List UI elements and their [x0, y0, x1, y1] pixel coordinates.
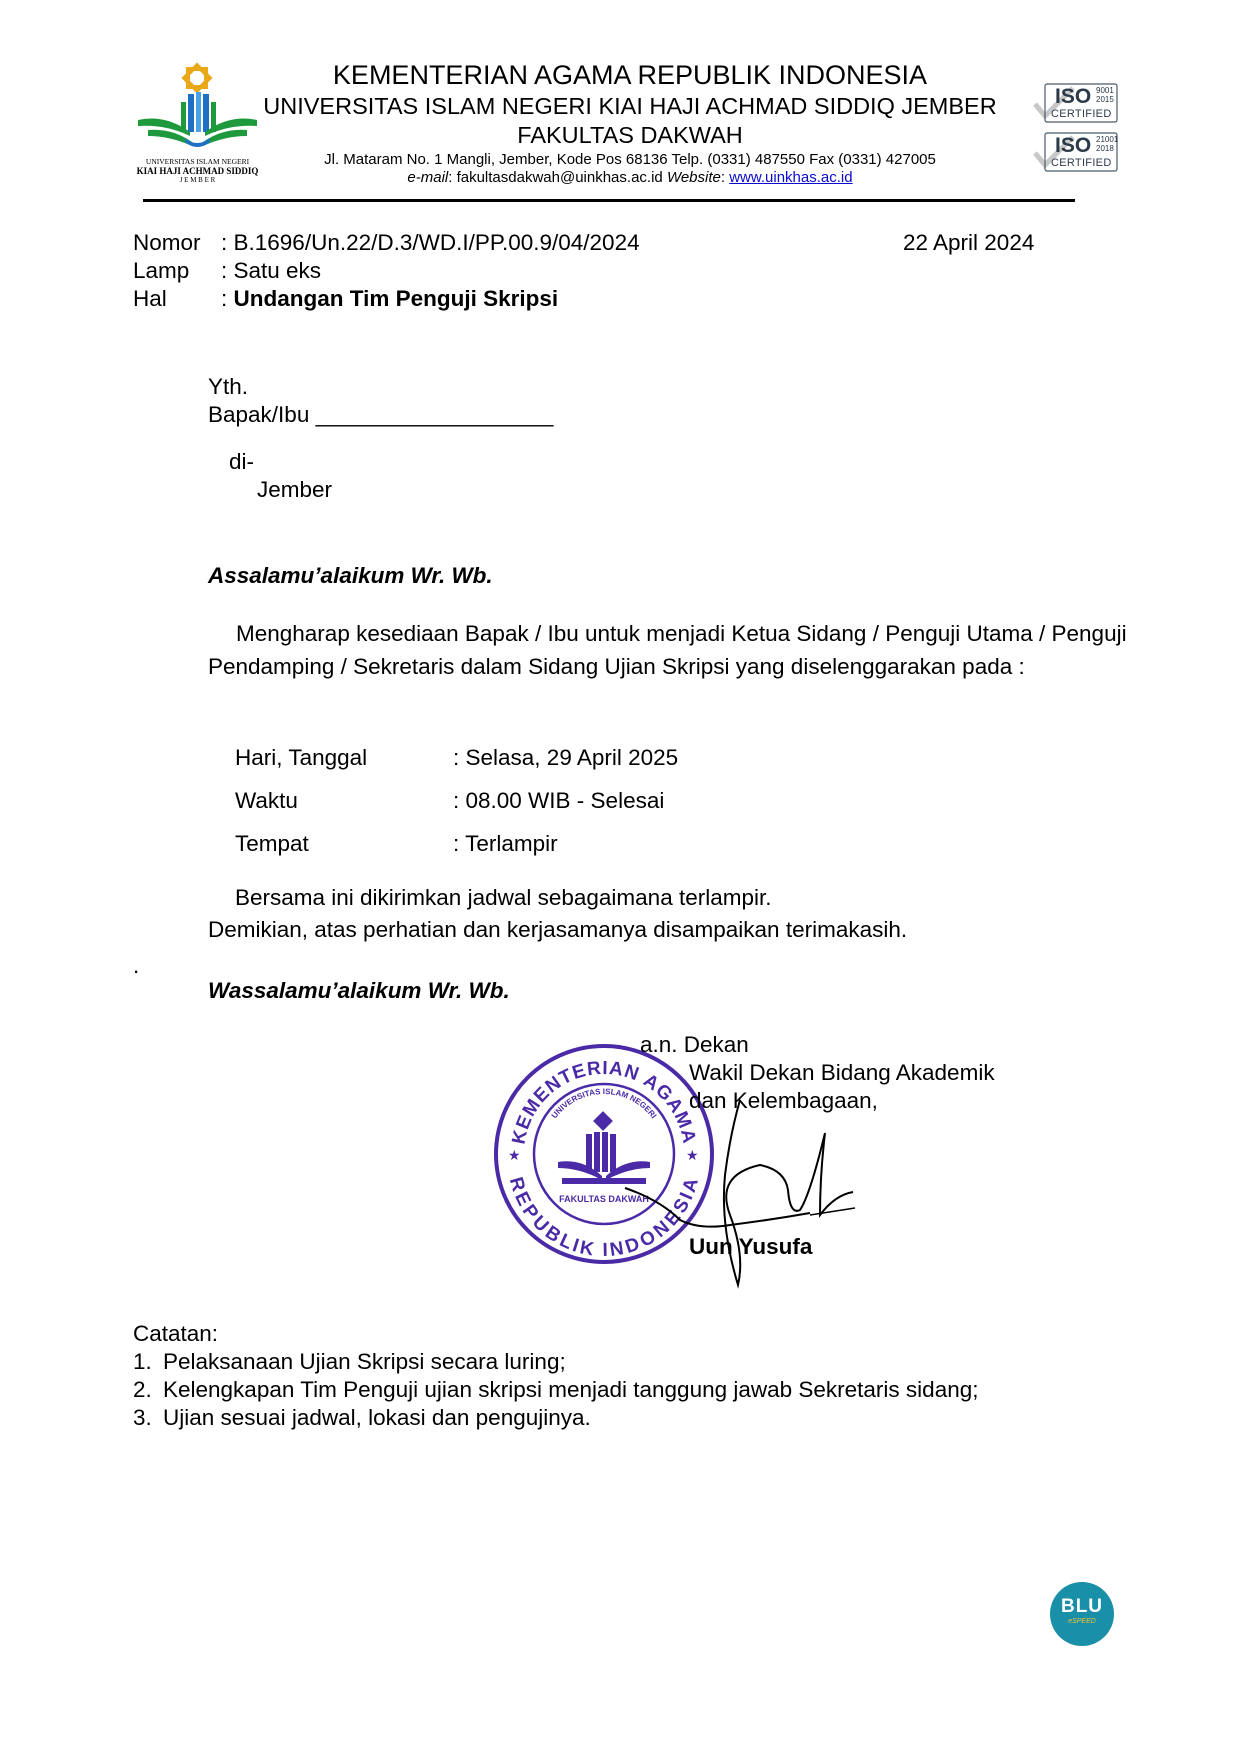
iso-21001-badge	[1033, 131, 1119, 173]
contact-line: e-mail: fakultasdakwah@uinkhas.ac.id Website: www.uinkhas.ac.id	[407, 169, 853, 186]
signatory-position-2: dan Kelembagaan,	[689, 1088, 878, 1113]
detail-label: Hari, Tanggal	[235, 745, 368, 770]
svg-text:★: ★	[686, 1148, 699, 1164]
notes-title: Catatan:	[133, 1321, 219, 1346]
note-number: 3.	[133, 1405, 152, 1430]
hal-label: Hal	[133, 286, 167, 311]
badge-sub-text: eSPEED	[1068, 1618, 1096, 1625]
website-link[interactable]: www.uinkhas.ac.id	[729, 169, 853, 186]
blu-espeed-badge	[1050, 1582, 1114, 1646]
email-label: e-mail	[407, 169, 449, 186]
detail-label: Tempat	[235, 831, 309, 856]
website-label: Website	[666, 169, 721, 186]
detail-row-place	[235, 831, 558, 857]
nomor-row	[133, 229, 640, 257]
intro-paragraph: Mengharap kesediaan Bapak / Ibu untuk menjadi Ketua Sidang / Penguji Utama / Penguji Pendamping / Sekretaris dalam Sidang Ujian Skripsi yang diselenggarakan pada :	[208, 621, 1127, 679]
hal-colon: :	[221, 286, 228, 311]
detail-value: : Selasa, 29 April 2025	[453, 745, 679, 770]
detail-value: : 08.00 WIB - Selesai	[453, 788, 665, 813]
closing-note: Demikian, atas perhatian dan kerjasamanya disampaikan terimakasih.	[208, 917, 908, 942]
note-text: Ujian sesuai jadwal, lokasi dan pengujinya.	[163, 1405, 591, 1430]
faculty-title: FAKULTAS DAKWAH	[517, 122, 743, 148]
address-line: Jl. Mataram No. 1 Mangli, Jember, Kode Pos 68136 Telp. (0331) 487550 Fax (0331) 427005	[324, 151, 936, 168]
svg-text:★: ★	[508, 1148, 521, 1164]
badge-main-text: BLU	[1060, 1596, 1104, 1617]
detail-row-date	[235, 745, 678, 771]
stamp-faculty-text: FAKULTAS DAKWAH	[559, 1194, 649, 1204]
logo-line-3: J E M B E R	[179, 176, 216, 184]
stamp-inner-text: UNIVERSITAS ISLAM NEGERI	[549, 1086, 659, 1121]
iso-code: 21001	[1096, 135, 1119, 144]
email-address: fakultasdakwah@uinkhas.ac.id	[456, 169, 663, 186]
logo-line-1: UNIVERSITAS ISLAM NEGERI	[145, 157, 250, 166]
recipient-name-line: Bapak/Ibu ___________________	[208, 402, 554, 427]
hal-row	[133, 285, 558, 313]
iso-9001-badge	[1033, 82, 1119, 124]
nomor-value: : B.1696/Un.22/D.3/WD.I/PP.00.9/04/2024	[221, 230, 640, 255]
on-behalf-of: a.n. Dekan	[640, 1032, 749, 1057]
notes-block	[133, 1320, 978, 1432]
signatory-position-1: Wakil Dekan Bidang Akademik	[689, 1060, 995, 1085]
stamp-bottom-text: REPUBLIK INDONESIA	[504, 1174, 704, 1262]
university-title: UNIVERSITAS ISLAM NEGERI KIAI HAJI ACHMAD SIDDIQ JEMBER	[263, 93, 997, 119]
note-number: 1.	[133, 1349, 152, 1374]
lamp-row	[133, 257, 321, 285]
yth: Yth.	[208, 374, 249, 399]
iso-code: 9001	[1096, 86, 1114, 95]
handwritten-signature-icon	[620, 1095, 860, 1295]
stamp-top-text: KEMENTERIAN AGAMA	[508, 1057, 700, 1146]
iso-certified-text: CERTIFIED	[1051, 108, 1112, 120]
stray-dot: .	[133, 953, 140, 978]
nomor-label: Nomor	[133, 230, 201, 255]
detail-value: : Terlampir	[453, 831, 558, 856]
closing-greeting: Wassalamu’alaikum Wr. Wb.	[208, 978, 510, 1003]
lamp-value: : Satu eks	[221, 258, 322, 283]
note-text: Kelengkapan Tim Penguji ujian skripsi menjadi tanggung jawab Sekretaris sidang;	[163, 1377, 979, 1402]
logo-line-2: KIAI HAJI ACHMAD SIDDIQ	[136, 166, 259, 176]
ministry-title: KEMENTERIAN AGAMA REPUBLIK INDONESIA	[332, 60, 928, 90]
attachment-note: Bersama ini dikirimkan jadwal sebagaimana terlampir.	[235, 885, 772, 910]
iso-certified-text: CERTIFIED	[1051, 157, 1112, 169]
detail-label: Waktu	[235, 788, 298, 813]
iso-year: 2015	[1096, 95, 1114, 104]
lamp-label: Lamp	[133, 258, 190, 283]
letterhead-divider	[143, 199, 1075, 202]
detail-row-time	[235, 788, 664, 814]
iso-label: ISO	[1055, 85, 1092, 108]
note-item	[133, 1348, 978, 1376]
note-item	[133, 1376, 978, 1404]
iso-label: ISO	[1055, 134, 1092, 157]
note-item	[133, 1404, 978, 1432]
signatory-name: Uun Yusufa	[689, 1234, 813, 1259]
recipient-di: di-	[229, 449, 255, 474]
opening-greeting: Assalamu’alaikum Wr. Wb.	[208, 563, 493, 588]
note-number: 2.	[133, 1377, 152, 1402]
iso-year: 2018	[1096, 144, 1114, 153]
recipient-city: Jember	[257, 477, 333, 502]
hal-value: Undangan Tim Penguji Skripsi	[233, 286, 559, 311]
note-text: Pelaksanaan Ujian Skripsi secara luring;	[163, 1349, 566, 1374]
letter-date: 22 April 2024	[903, 230, 1035, 255]
